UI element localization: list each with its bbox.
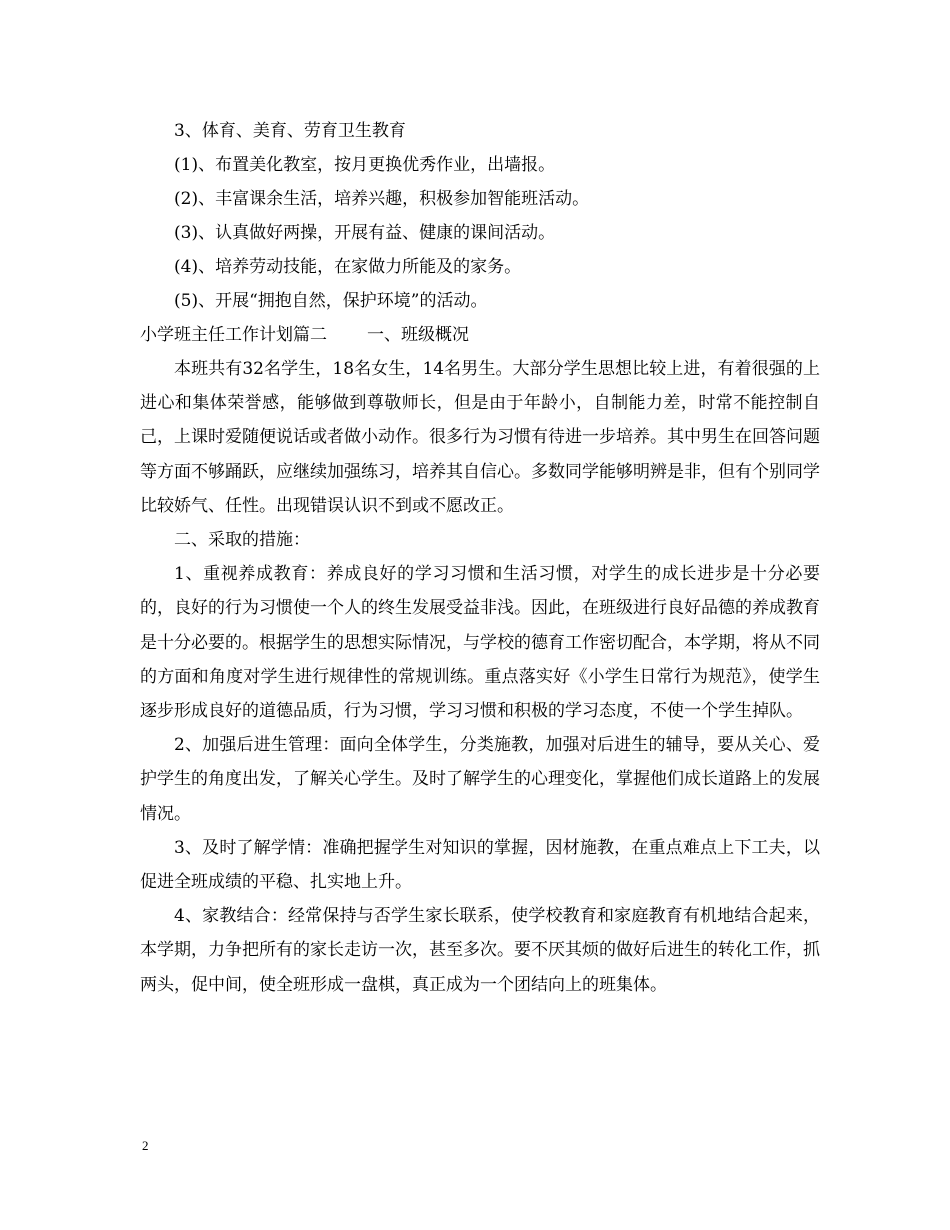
list-item: (2)、丰富课余生活，培养兴趣，积极参加智能班活动。 [174, 189, 590, 209]
list-item: (3)、认真做好两操，开展有益、健康的课间活动。 [174, 223, 556, 243]
section-title: 小学班主任工作计划篇二 [140, 325, 327, 345]
heading-measures: 二、采取的措施： [174, 530, 310, 551]
section-subtitle: 一、班级概况 [367, 325, 469, 345]
list-item: (1)、布置美化教室，按月更换优秀作业，出墙报。 [174, 155, 556, 175]
paragraph-home-school: 4、家教结合：经常保持与否学生家长联系，使学校教育和家庭教育有机地结合起来，本学期，力争把所有的家长走访一次，甚至多次。要不厌其烦的做好后进生的转化工作，抓两头，促中间，使全班形成一盘棋，真正成为一个团结向上的班集体。 [140, 906, 820, 995]
paragraph-learning-status: 3、及时了解学情：准确把握学生对知识的掌握，因材施教，在重点难点上下工夫，以促进全班成绩的平稳、扎实地上升。 [140, 837, 820, 893]
document-body [140, 114, 820, 1002]
paragraph-class-overview: 本班共有32名学生，18名女生，14名男生。大部分学生思想比较上进，有着很强的上进心和集体荣誉感，能够做到尊敬师长，但是由于年龄小，自制能力差，时常不能控制自己，上课时爱随便说话或者做小动作。很多行为习惯有待进一步培养。其中男生在回答问题等方面不够踊跃，应继续加强练习，培养其自信心。多数同学能够明辨是非，但有个别同学比较娇气、任性。出现错误认识不到或不愿改正。 [140, 359, 820, 516]
page-number: 2 [142, 1138, 149, 1153]
paragraph-habit-education: 1、重视养成教育：养成良好的学习习惯和生活习惯，对学生的成长进步是十分必要的，良好的行为习惯使一个人的终生发展受益非浅。因此，在班级进行良好品德的养成教育是十分必要的。根据学生的思想实际情况，与学校的德育工作密切配合，本学期，将从不同的方面和角度对学生进行规律性的常规训练。重点落实好《小学生日常行为规范》，使学生逐步形成良好的道德品质，行为习惯，学习习惯和积极的学习态度，不使一个学生掉队。 [140, 564, 820, 722]
list-item: (5)、开展“拥抱自然，保护环境”的活动。 [174, 291, 488, 311]
list-item: (4)、培养劳动技能，在家做力所能及的家务。 [174, 257, 522, 277]
paragraph-struggling-students: 2、加强后进生管理：面向全体学生，分类施教，加强对后进生的辅导，要从关心、爱护学生的角度出发，了解关心学生。及时了解学生的心理变化，掌握他们成长道路上的发展情况。 [140, 735, 820, 824]
heading-pe-arts-labor: 3、体育、美育、劳育卫生教育 [174, 121, 406, 141]
section-heading [140, 318, 820, 352]
